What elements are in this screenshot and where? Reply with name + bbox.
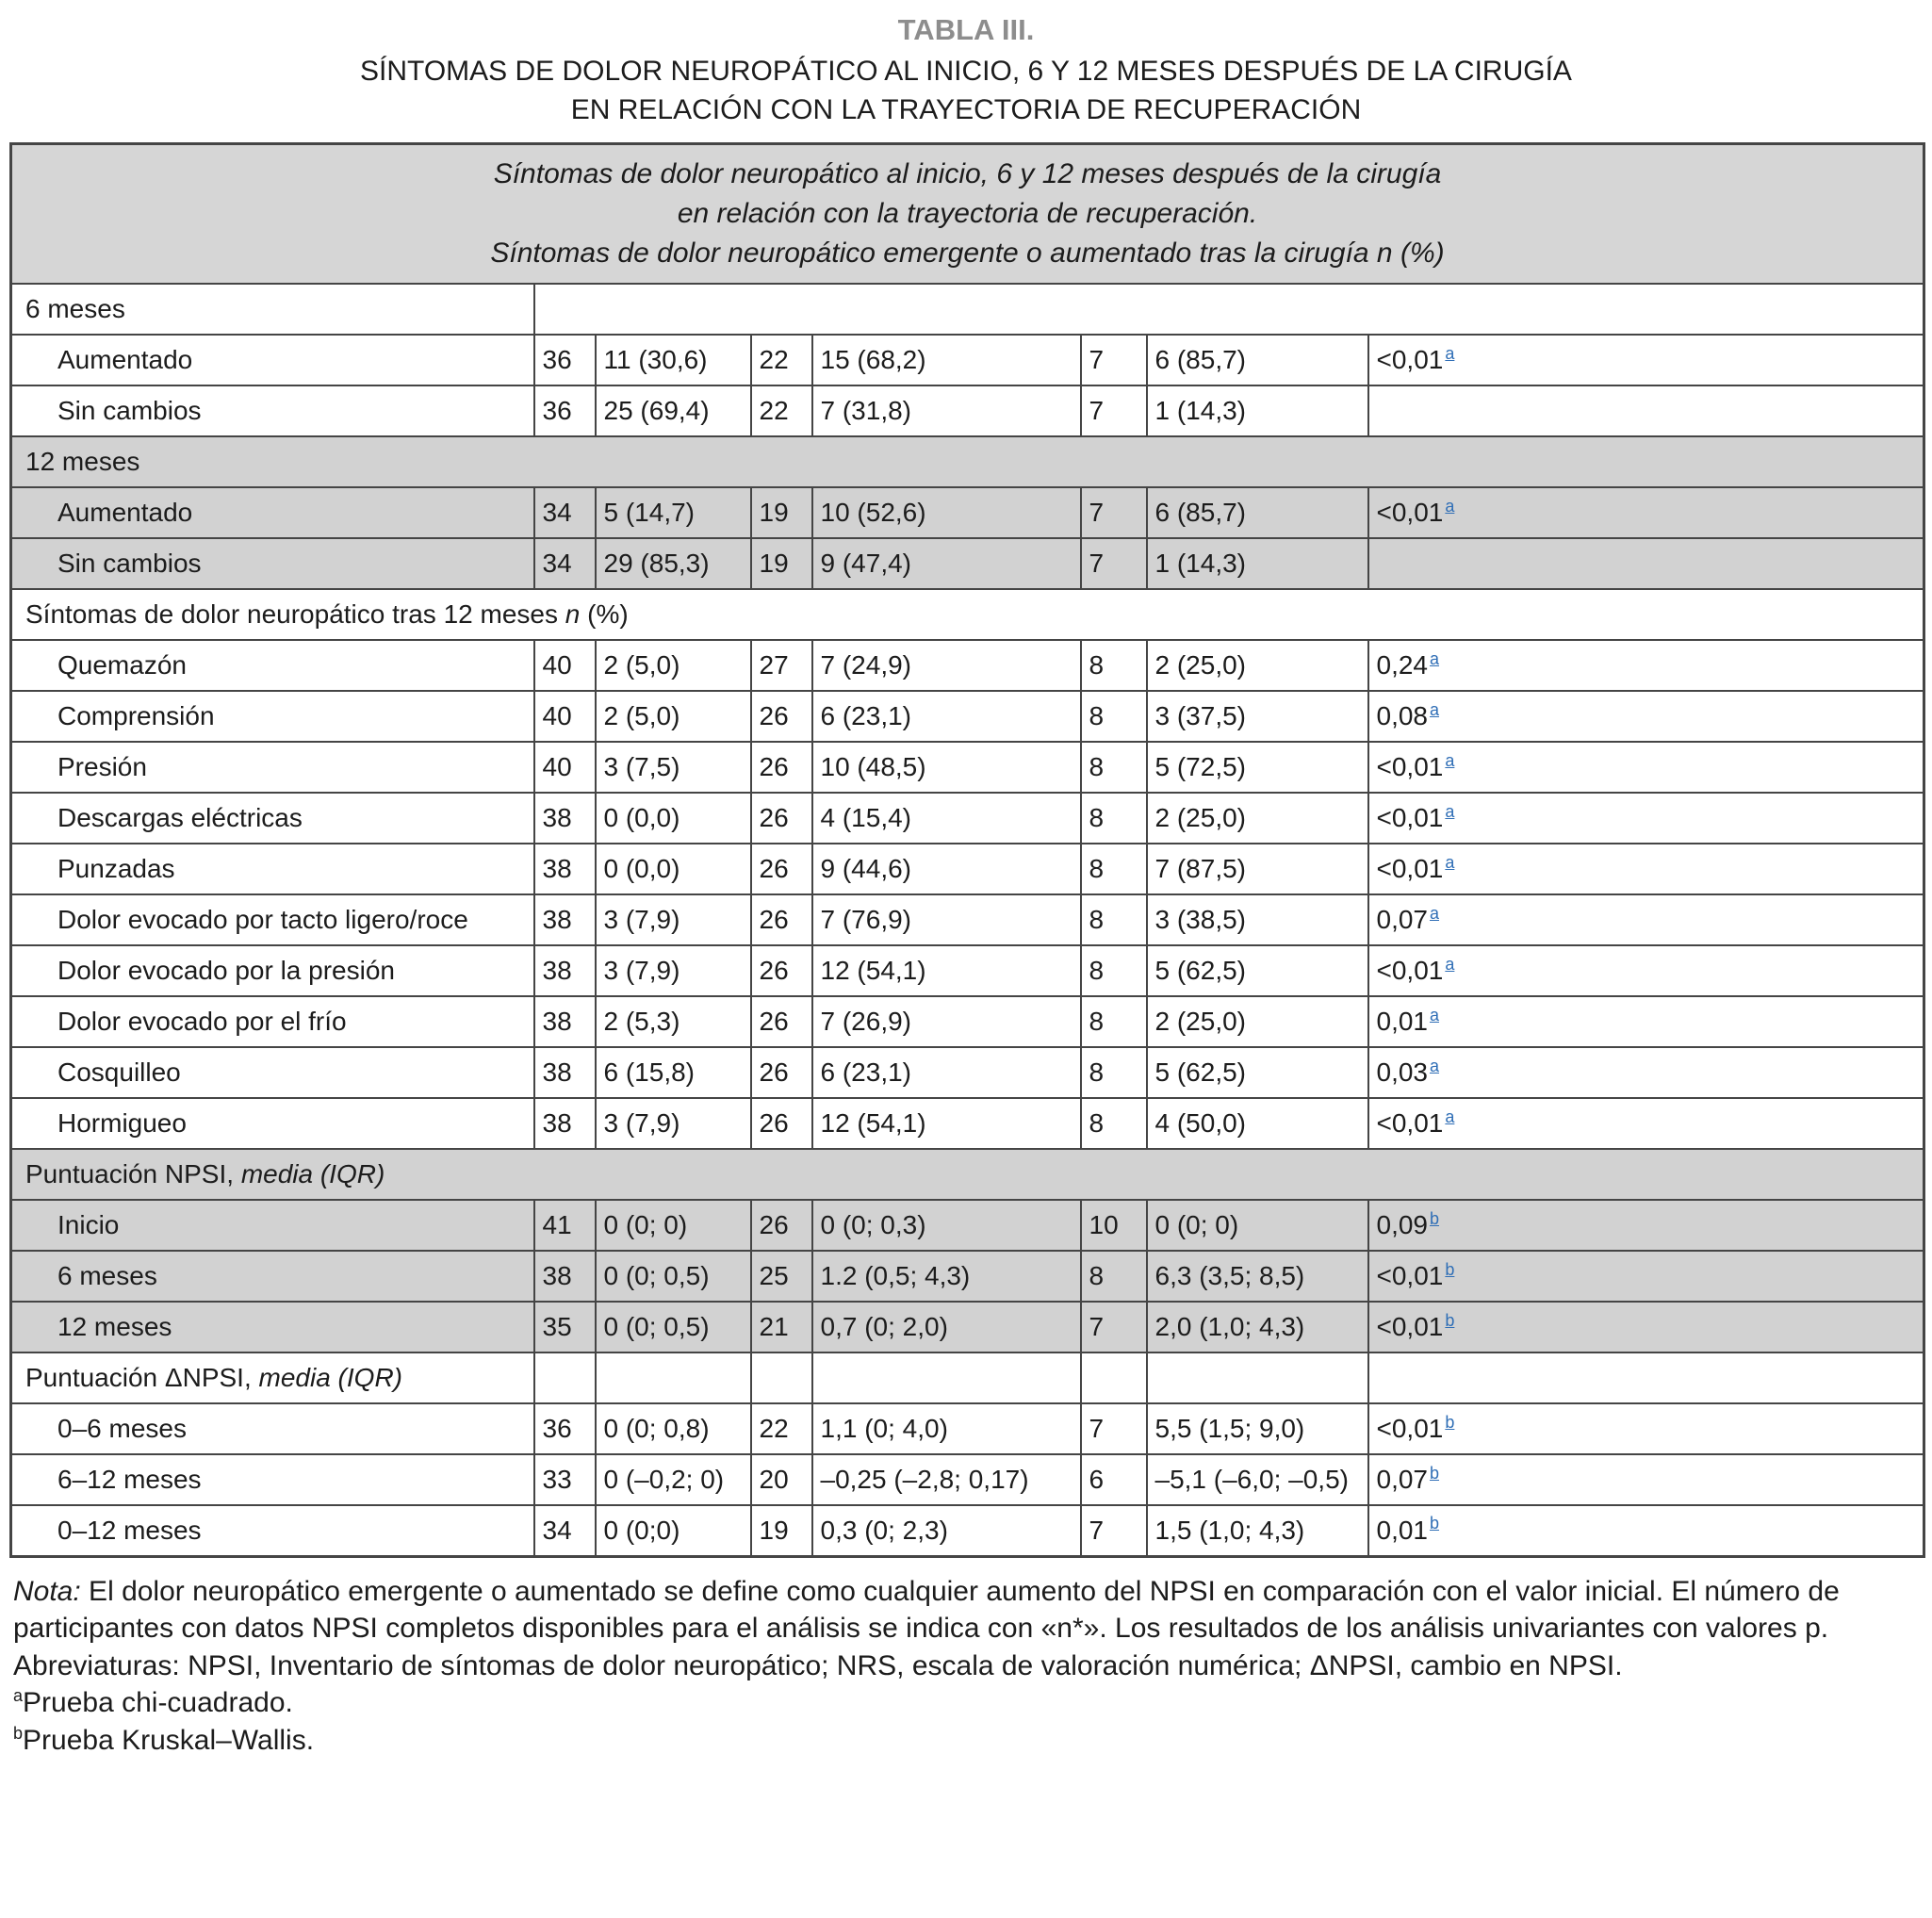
n-cell: 22 — [751, 335, 812, 385]
n-cell: 26 — [751, 894, 812, 945]
n-cell: 26 — [751, 996, 812, 1047]
row-label: Sin cambios — [11, 538, 534, 589]
value-cell: 1 (14,3) — [1147, 385, 1368, 436]
value-cell: 2 (25,0) — [1147, 793, 1368, 844]
value-cell: 9 (47,4) — [812, 538, 1081, 589]
footnote-marker-link[interactable]: a — [1430, 648, 1440, 668]
n-cell: 35 — [534, 1302, 596, 1352]
n-cell: 19 — [751, 487, 812, 538]
n-cell: 7 — [1081, 1505, 1147, 1556]
footnote-marker-link[interactable]: b — [1445, 1259, 1455, 1279]
value-cell: 7 (26,9) — [812, 996, 1081, 1047]
table-row — [11, 1403, 1924, 1454]
n-cell: 26 — [751, 1098, 812, 1149]
value-cell: 5 (62,5) — [1147, 945, 1368, 996]
p-value-cell: 0,01 $^a$ — [1368, 996, 1924, 1047]
row-label: Aumentado — [11, 487, 534, 538]
row-label: Punzadas — [11, 844, 534, 894]
footnote-marker-link[interactable]: a — [1445, 852, 1455, 872]
value-cell: –5,1 (–6,0; –0,5) — [1147, 1454, 1368, 1505]
table-row — [11, 742, 1924, 793]
footnote-marker-link[interactable]: a — [1445, 343, 1455, 363]
table-row — [11, 945, 1924, 996]
p-value-cell: <0,01 $^a$ — [1368, 945, 1924, 996]
nota-paragraph — [13, 1573, 1919, 1648]
value-cell: 2 (5,0) — [596, 640, 751, 691]
n-cell: 6 — [1081, 1454, 1147, 1505]
value-cell: 7 (76,9) — [812, 894, 1081, 945]
footnote-a-marker: a — [13, 1686, 24, 1706]
section-label: Síntomas de dolor neuropático tras 12 meses n (%) — [11, 589, 1924, 640]
table-body — [11, 284, 1924, 1556]
value-cell: 6 (85,7) — [1147, 487, 1368, 538]
value-cell: 6 (23,1) — [812, 691, 1081, 742]
n-cell: 7 — [1081, 487, 1147, 538]
value-cell: 6 (15,8) — [596, 1047, 751, 1098]
table-row — [11, 894, 1924, 945]
value-cell: 0 (0,0) — [596, 844, 751, 894]
n-cell: 38 — [534, 793, 596, 844]
footnote-marker-link[interactable]: b — [1430, 1463, 1440, 1483]
footnote-marker-link[interactable]: b — [1445, 1412, 1455, 1432]
section-label-italic: media (IQR) — [240, 1159, 385, 1189]
value-cell: 12 (54,1) — [812, 1098, 1081, 1149]
row-label: Presión — [11, 742, 534, 793]
value-cell: 0 (0; 0) — [1147, 1200, 1368, 1251]
table-title-line1: SÍNTOMAS DE DOLOR NEUROPÁTICO AL INICIO, 6 Y 12 MESES DESPUÉS DE LA CIRUGÍA — [360, 56, 1572, 87]
p-value-cell: <0,01 $^b$ — [1368, 1302, 1924, 1352]
p-value-cell: <0,01 $^a$ — [1368, 487, 1924, 538]
footnote-marker-link[interactable]: a — [1430, 699, 1440, 719]
footnote-a — [13, 1684, 1919, 1722]
n-cell: 36 — [534, 1403, 596, 1454]
table-title-line2: EN RELACIÓN CON LA TRAYECTORIA DE RECUPERACIÓN — [570, 93, 1362, 125]
footnote-marker-link[interactable]: a — [1445, 954, 1455, 974]
value-cell: 3 (7,9) — [596, 945, 751, 996]
value-cell: 6 (23,1) — [812, 1047, 1081, 1098]
n-cell: 8 — [1081, 945, 1147, 996]
table-row — [11, 1047, 1924, 1098]
section-label-italic: media (IQR) — [258, 1363, 402, 1392]
footnote-marker-link[interactable]: a — [1445, 1107, 1455, 1126]
n-cell: 19 — [751, 538, 812, 589]
p-value-cell: 0,24 $^a$ — [1368, 640, 1924, 691]
value-cell: 0,7 (0; 2,0) — [812, 1302, 1081, 1352]
n-cell: 22 — [751, 385, 812, 436]
footnote-marker-link[interactable]: b — [1430, 1514, 1440, 1533]
table-row — [11, 844, 1924, 894]
n-cell: 36 — [534, 335, 596, 385]
value-cell: 10 (48,5) — [812, 742, 1081, 793]
row-label: Dolor evocado por la presión — [11, 945, 534, 996]
table-row — [11, 487, 1924, 538]
n-cell: 8 — [1081, 1098, 1147, 1149]
neuropathic-pain-table — [9, 142, 1925, 1558]
table-header-row — [11, 144, 1924, 285]
row-label: 0–12 meses — [11, 1505, 534, 1556]
row-label: 0–6 meses — [11, 1403, 534, 1454]
value-cell: 2 (5,3) — [596, 996, 751, 1047]
n-cell: 38 — [534, 844, 596, 894]
table-row — [11, 1098, 1924, 1149]
row-label: 6 meses — [11, 1251, 534, 1302]
n-cell: 33 — [534, 1454, 596, 1505]
value-cell: 3 (7,9) — [596, 894, 751, 945]
value-cell: 1,5 (1,0; 4,3) — [1147, 1505, 1368, 1556]
n-cell: 38 — [534, 996, 596, 1047]
footnote-b-marker: b — [13, 1723, 24, 1743]
table-notes — [13, 1573, 1919, 1760]
n-cell: 7 — [1081, 335, 1147, 385]
p-value-cell: 0,07 $^b$ — [1368, 1454, 1924, 1505]
row-label: Descargas eléctricas — [11, 793, 534, 844]
value-cell: 29 (85,3) — [596, 538, 751, 589]
n-cell: 8 — [1081, 1251, 1147, 1302]
row-label: Dolor evocado por tacto ligero/roce — [11, 894, 534, 945]
footnote-marker-link[interactable]: a — [1445, 801, 1455, 821]
p-value-cell: 0,09 $^b$ — [1368, 1200, 1924, 1251]
table-row — [11, 996, 1924, 1047]
p-value-cell: <0,01 $^a$ — [1368, 1098, 1924, 1149]
section-spacer — [1147, 1352, 1368, 1403]
value-cell: 5 (62,5) — [1147, 1047, 1368, 1098]
value-cell: 0 (0; 0) — [596, 1200, 751, 1251]
n-cell: 26 — [751, 1047, 812, 1098]
table-number: TABLA III. — [897, 13, 1035, 46]
p-value-cell: <0,01 $^a$ — [1368, 793, 1924, 844]
n-cell: 26 — [751, 1200, 812, 1251]
table-row — [11, 1251, 1924, 1302]
value-cell: 25 (69,4) — [596, 385, 751, 436]
section-row — [11, 1149, 1924, 1200]
table-row — [11, 1505, 1924, 1556]
row-label: Aumentado — [11, 335, 534, 385]
value-cell: 9 (44,6) — [812, 844, 1081, 894]
header-line1: Síntomas de dolor neuropático al inicio, 6 y 12 meses después de la cirugía — [493, 158, 1442, 189]
value-cell: 5 (14,7) — [596, 487, 751, 538]
footnote-marker-link[interactable]: a — [1430, 1056, 1440, 1075]
n-cell: 34 — [534, 538, 596, 589]
header-line3: Síntomas de dolor neuropático emergente o aumentado tras la cirugía n (%) — [490, 238, 1445, 269]
value-cell: 4 (50,0) — [1147, 1098, 1368, 1149]
n-cell: 8 — [1081, 793, 1147, 844]
n-cell: 7 — [1081, 538, 1147, 589]
n-cell: 38 — [534, 1047, 596, 1098]
section-label: 12 meses — [11, 436, 1924, 487]
footnote-b-text: Prueba Kruskal–Wallis. — [23, 1724, 315, 1756]
n-cell: 10 — [1081, 1200, 1147, 1251]
row-label: Inicio — [11, 1200, 534, 1251]
p-value-cell: 0,01 $^b$ — [1368, 1505, 1924, 1556]
value-cell: 0,3 (0; 2,3) — [812, 1505, 1081, 1556]
value-cell: 0 (0; 0,5) — [596, 1251, 751, 1302]
n-cell: 26 — [751, 793, 812, 844]
footnote-marker-link[interactable]: b — [1445, 1310, 1455, 1330]
footnote-a-text: Prueba chi-cuadrado. — [23, 1687, 293, 1719]
section-spacer — [534, 1352, 596, 1403]
n-cell: 40 — [534, 691, 596, 742]
n-cell: 8 — [1081, 640, 1147, 691]
p-value-cell: <0,01 $^b$ — [1368, 1403, 1924, 1454]
section-label: Puntuación ΔNPSI, media (IQR) — [11, 1352, 534, 1403]
n-cell: 34 — [534, 1505, 596, 1556]
table-row — [11, 793, 1924, 844]
table-row — [11, 691, 1924, 742]
table-title-block — [9, 13, 1923, 129]
n-cell: 38 — [534, 1098, 596, 1149]
section-spacer — [812, 1352, 1081, 1403]
p-value-cell: <0,01 $^a$ — [1368, 742, 1924, 793]
p-value-cell: 0,08 $^a$ — [1368, 691, 1924, 742]
value-cell: 0 (0;0) — [596, 1505, 751, 1556]
value-cell: 12 (54,1) — [812, 945, 1081, 996]
n-cell: 20 — [751, 1454, 812, 1505]
value-cell: 0 (–0,2; 0) — [596, 1454, 751, 1505]
value-cell: 2,0 (1,0; 4,3) — [1147, 1302, 1368, 1352]
section-spacer — [596, 1352, 751, 1403]
footnote-marker-link[interactable]: a — [1430, 1005, 1440, 1025]
n-cell: 26 — [751, 742, 812, 793]
value-cell: 5 (72,5) — [1147, 742, 1368, 793]
row-label: Comprensión — [11, 691, 534, 742]
value-cell: 5,5 (1,5; 9,0) — [1147, 1403, 1368, 1454]
value-cell: 6 (85,7) — [1147, 335, 1368, 385]
row-label: 6–12 meses — [11, 1454, 534, 1505]
section-spacer — [534, 284, 1924, 335]
n-cell: 21 — [751, 1302, 812, 1352]
p-value-cell: <0,01 $^a$ — [1368, 844, 1924, 894]
row-label: Dolor evocado por el frío — [11, 996, 534, 1047]
n-cell: 8 — [1081, 996, 1147, 1047]
value-cell: 7 (24,9) — [812, 640, 1081, 691]
p-value-cell: <0,01 $^a$ — [1368, 335, 1924, 385]
table-header-cell — [11, 144, 1924, 285]
n-cell: 26 — [751, 945, 812, 996]
value-cell: 1.2 (0,5; 4,3) — [812, 1251, 1081, 1302]
n-cell: 8 — [1081, 691, 1147, 742]
header-line2: en relación con la trayectoria de recuperación. — [677, 198, 1258, 229]
p-value-cell: 0,03 $^a$ — [1368, 1047, 1924, 1098]
section-spacer — [1368, 1352, 1924, 1403]
p-value-cell — [1368, 538, 1924, 589]
n-cell: 40 — [534, 640, 596, 691]
n-cell: 7 — [1081, 1302, 1147, 1352]
row-label: Quemazón — [11, 640, 534, 691]
n-cell: 8 — [1081, 1047, 1147, 1098]
row-label: Cosquilleo — [11, 1047, 534, 1098]
section-label: Puntuación NPSI, media (IQR) — [11, 1149, 1924, 1200]
footnote-marker-link[interactable]: b — [1430, 1208, 1440, 1228]
p-value-cell — [1368, 385, 1924, 436]
value-cell: 10 (52,6) — [812, 487, 1081, 538]
n-cell: 26 — [751, 691, 812, 742]
footnote-marker-link[interactable]: a — [1445, 750, 1455, 770]
section-row — [11, 589, 1924, 640]
n-cell: 22 — [751, 1403, 812, 1454]
value-cell: 2 (5,0) — [596, 691, 751, 742]
table-row — [11, 385, 1924, 436]
value-cell: 1,1 (0; 4,0) — [812, 1403, 1081, 1454]
value-cell: 15 (68,2) — [812, 335, 1081, 385]
value-cell: 7 (87,5) — [1147, 844, 1368, 894]
n-cell: 19 — [751, 1505, 812, 1556]
table-row — [11, 1454, 1924, 1505]
value-cell: 4 (15,4) — [812, 793, 1081, 844]
value-cell: 11 (30,6) — [596, 335, 751, 385]
value-cell: 3 (38,5) — [1147, 894, 1368, 945]
value-cell: 1 (14,3) — [1147, 538, 1368, 589]
footnote-marker-link[interactable]: a — [1430, 903, 1440, 923]
n-cell: 27 — [751, 640, 812, 691]
footnote-marker-link[interactable]: a — [1445, 496, 1455, 516]
value-cell: 2 (25,0) — [1147, 996, 1368, 1047]
section-spacer — [751, 1352, 812, 1403]
table-row — [11, 538, 1924, 589]
value-cell: 6,3 (3,5; 8,5) — [1147, 1251, 1368, 1302]
value-cell: –0,25 (–2,8; 0,17) — [812, 1454, 1081, 1505]
section-row — [11, 1352, 1924, 1403]
row-label: 12 meses — [11, 1302, 534, 1352]
n-cell: 36 — [534, 385, 596, 436]
abbreviations-line: Abreviaturas: NPSI, Inventario de síntomas de dolor neuropático; NRS, escala de valoración numérica; ΔNPSI, cambio en NPSI. — [13, 1649, 1623, 1681]
value-cell: 3 (7,5) — [596, 742, 751, 793]
n-cell: 25 — [751, 1251, 812, 1302]
section-label-italic: n — [565, 599, 581, 629]
n-cell: 41 — [534, 1200, 596, 1251]
section-label: 6 meses — [11, 284, 534, 335]
footnote-b — [13, 1722, 1919, 1760]
n-cell: 38 — [534, 1251, 596, 1302]
n-cell: 8 — [1081, 894, 1147, 945]
n-cell: 26 — [751, 844, 812, 894]
table-row — [11, 335, 1924, 385]
value-cell: 0 (0; 0,8) — [596, 1403, 751, 1454]
n-cell: 7 — [1081, 385, 1147, 436]
table-row — [11, 1200, 1924, 1251]
value-cell: 0 (0; 0,3) — [812, 1200, 1081, 1251]
p-value-cell: 0,07 $^a$ — [1368, 894, 1924, 945]
n-cell: 34 — [534, 487, 596, 538]
p-value-cell: <0,01 $^b$ — [1368, 1251, 1924, 1302]
value-cell: 2 (25,0) — [1147, 640, 1368, 691]
section-row — [11, 284, 1924, 335]
n-cell: 7 — [1081, 1403, 1147, 1454]
n-cell: 38 — [534, 894, 596, 945]
n-cell: 38 — [534, 945, 596, 996]
section-row — [11, 436, 1924, 487]
value-cell: 0 (0,0) — [596, 793, 751, 844]
value-cell: 0 (0; 0,5) — [596, 1302, 751, 1352]
table-row — [11, 1302, 1924, 1352]
n-cell: 40 — [534, 742, 596, 793]
n-cell: 8 — [1081, 742, 1147, 793]
row-label: Sin cambios — [11, 385, 534, 436]
nota-label: Nota: — [13, 1575, 81, 1607]
value-cell: 7 (31,8) — [812, 385, 1081, 436]
n-cell: 8 — [1081, 844, 1147, 894]
value-cell: 3 (37,5) — [1147, 691, 1368, 742]
nota-text: El dolor neuropático emergente o aumentado se define como cualquier aumento del NPSI en comparación con el valor inicial. El número de participantes con datos NPSI completos disponibles para el análisis se indica con «n*». Los resultados de los análisis univariantes con valores p. — [13, 1575, 1840, 1645]
section-spacer — [1081, 1352, 1147, 1403]
row-label: Hormigueo — [11, 1098, 534, 1149]
value-cell: 3 (7,9) — [596, 1098, 751, 1149]
table-row — [11, 640, 1924, 691]
